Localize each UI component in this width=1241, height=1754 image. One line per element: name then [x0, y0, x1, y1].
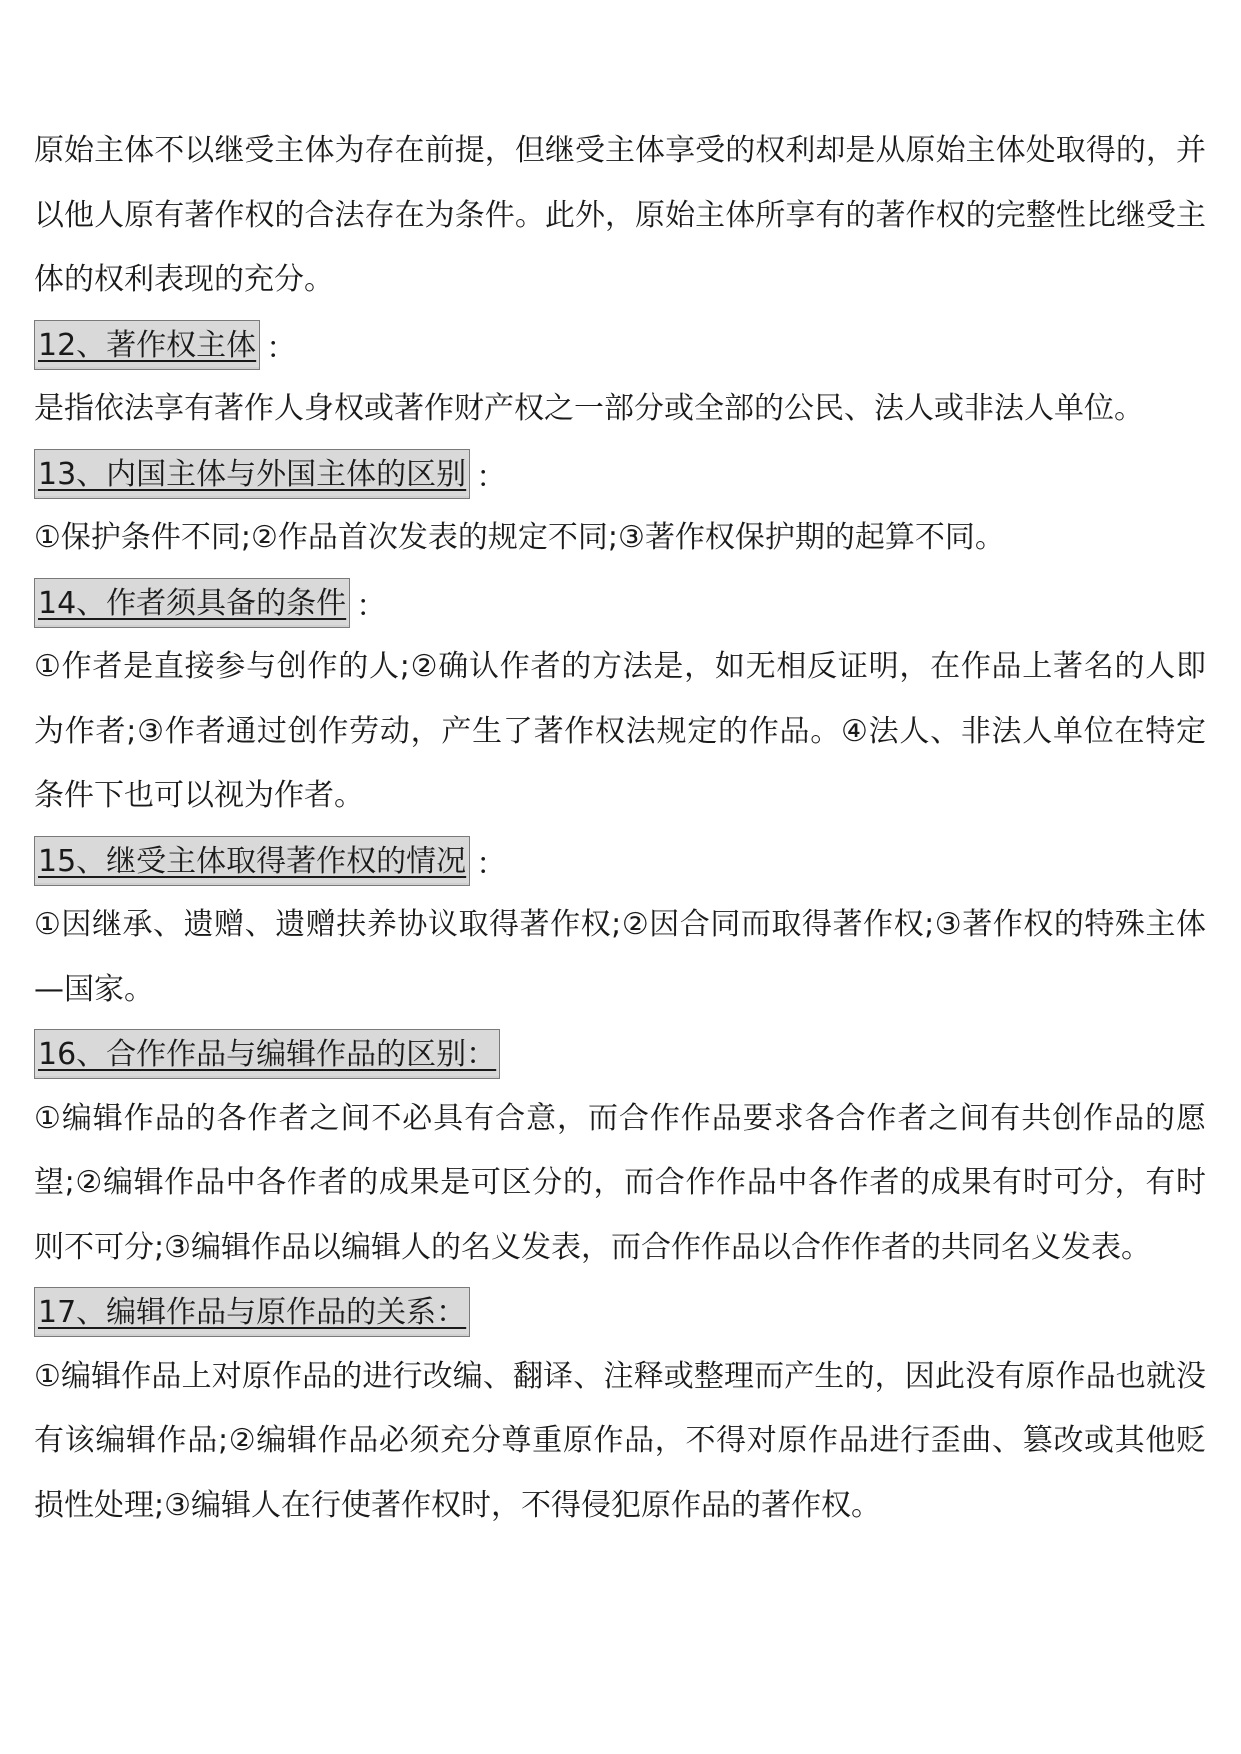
section-14-heading-text: 14、作者须具备的条件 — [34, 578, 350, 628]
document-page — [34, 119, 1206, 1538]
intro-paragraph: 原始主体不以继受主体为存在前提，但继受主体享受的权利却是从原始主体处取得的，并以他人原有著作权的合法存在为条件。此外，原始主体所享有的著作权的完整性比继受主体的权利表现的充分。 — [34, 133, 1206, 297]
section-13-heading — [34, 442, 1206, 507]
section-13-body: ①保护条件不同;②作品首次发表的规定不同;③著作权保护期的起算不同。 — [34, 520, 1005, 555]
section-12-colon: ： — [266, 330, 297, 366]
section-17-heading — [34, 1280, 1206, 1345]
section-13-colon: ： — [476, 459, 507, 495]
section-12-heading-text: 12、著作权主体 — [34, 320, 260, 370]
section-16-body: ①编辑作品的各作者之间不必具有合意，而合作作品要求各合作者之间有共创作品的愿望;②编辑作品中各作者的成果是可区分的，而合作作品中各作者的成果有时可分，有时则不可分;③编辑作品以编辑人的名义发表，而合作作品以合作作者的共同名义发表。 — [34, 1100, 1206, 1265]
section-17-body: ①编辑作品上对原作品的进行改编、翻译、注释或整理而产生的，因此没有原作品也就没有该编辑作品;②编辑作品必须充分尊重原作品，不得对原作品进行歪曲、篡改或其他贬损性处理;③编辑人在行使著作权时，不得侵犯原作品的著作权。 — [34, 1358, 1206, 1523]
section-14-heading — [34, 571, 1206, 636]
section-16-heading — [34, 1022, 1206, 1087]
section-12-body: 是指依法享有著作人身权或著作财产权之一部分或全部的公民、法人或非法人单位。 — [34, 391, 1144, 426]
section-17-heading-text: 17、编辑作品与原作品的关系： — [34, 1287, 470, 1337]
section-14-colon: ： — [356, 588, 387, 624]
section-15-heading — [34, 829, 1206, 894]
section-15-colon: ： — [476, 846, 507, 882]
section-16-heading-text: 16、合作作品与编辑作品的区别： — [34, 1029, 500, 1079]
section-13-heading-text: 13、内国主体与外国主体的区别 — [34, 449, 470, 499]
section-15-heading-text: 15、继受主体取得著作权的情况 — [34, 836, 470, 886]
section-15-body: ①因继承、遗赠、遗赠扶养协议取得著作权;②因合同而取得著作权;③著作权的特殊主体—国家。 — [34, 907, 1206, 1007]
section-14-body: ①作者是直接参与创作的人;②确认作者的方法是，如无相反证明，在作品上著名的人即为作者;③作者通过创作劳动，产生了著作权法规定的作品。④法人、非法人单位在特定条件下也可以视为作者。 — [34, 649, 1206, 813]
section-12-heading — [34, 313, 1206, 378]
